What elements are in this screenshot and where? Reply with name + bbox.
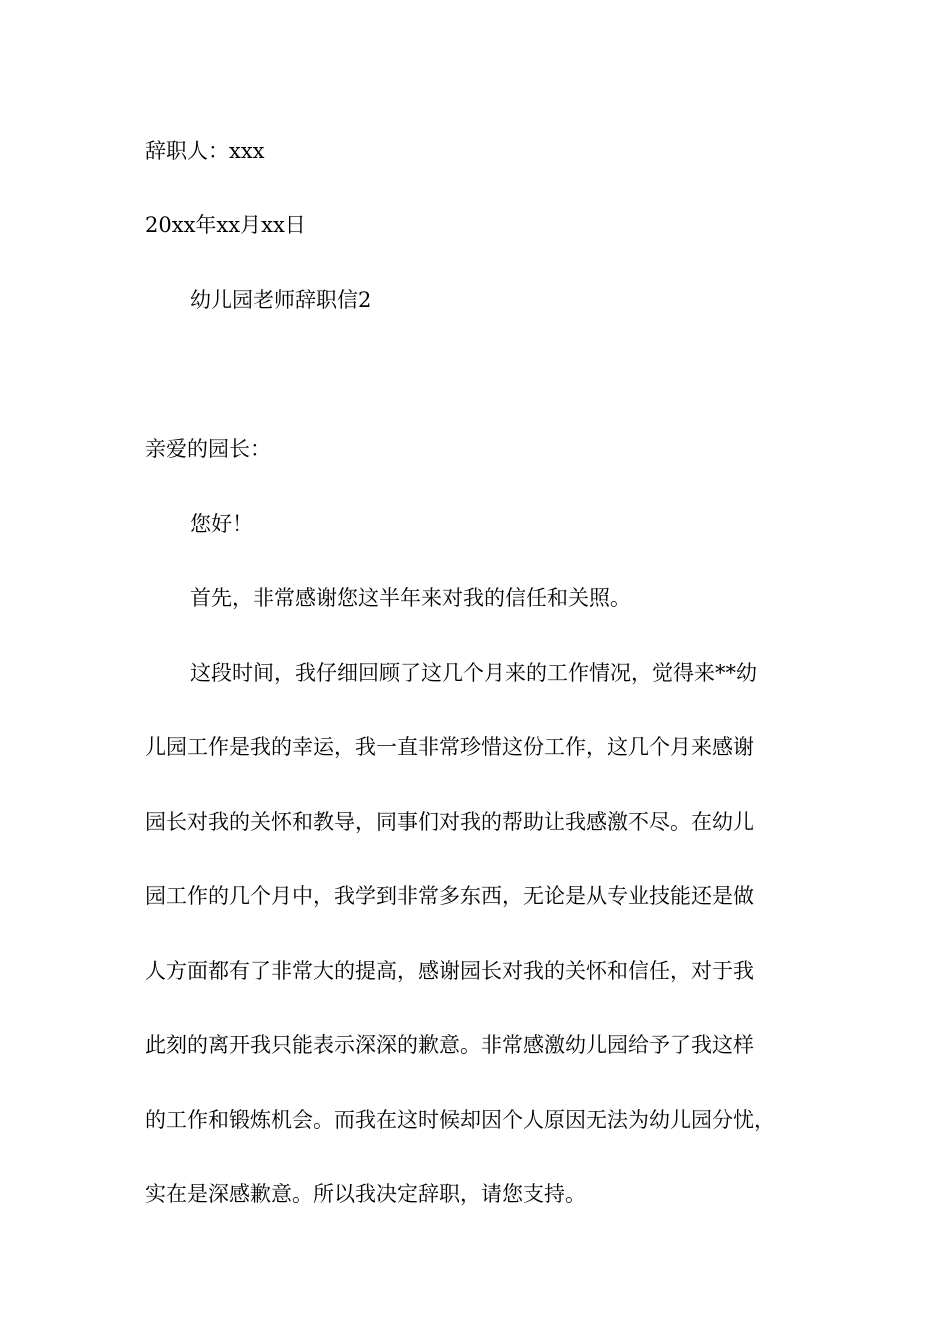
resigner-line: 辞职人：xxx: [145, 139, 265, 163]
paragraph-2-line-6: 此刻的离开我只能表示深深的歉意。非常感激幼儿园给予了我这样: [145, 1033, 754, 1057]
date-line: 20xx年xx月xx日: [145, 213, 306, 237]
paragraph-2-line-3: 园长对我的关怀和教导，同事们对我的帮助让我感激不尽。在幼儿: [145, 810, 754, 834]
paragraph-2-line-8: 实在是深感歉意。所以我决定辞职，请您支持。: [145, 1182, 586, 1206]
paragraph-2-line-2: 儿园工作是我的幸运，我一直非常珍惜这份工作，这几个月来感谢: [145, 735, 754, 759]
paragraph-1: 首先，非常感谢您这半年来对我的信任和关照。: [190, 586, 631, 610]
paragraph-2-line-1: 这段时间，我仔细回顾了这几个月来的工作情况，觉得来**幼: [190, 661, 757, 685]
paragraph-2-line-5: 人方面都有了非常大的提高，感谢园长对我的关怀和信任，对于我: [145, 959, 754, 983]
greeting: 您好！: [190, 512, 253, 536]
paragraph-2-line-4: 园工作的几个月中，我学到非常多东西，无论是从专业技能还是做: [145, 884, 754, 908]
salutation: 亲爱的园长：: [145, 437, 271, 461]
paragraph-2-line-7: 的工作和锻炼机会。而我在这时候却因个人原因无法为幼儿园分忧，: [145, 1108, 775, 1132]
letter-title: 幼儿园老师辞职信2: [190, 288, 372, 312]
